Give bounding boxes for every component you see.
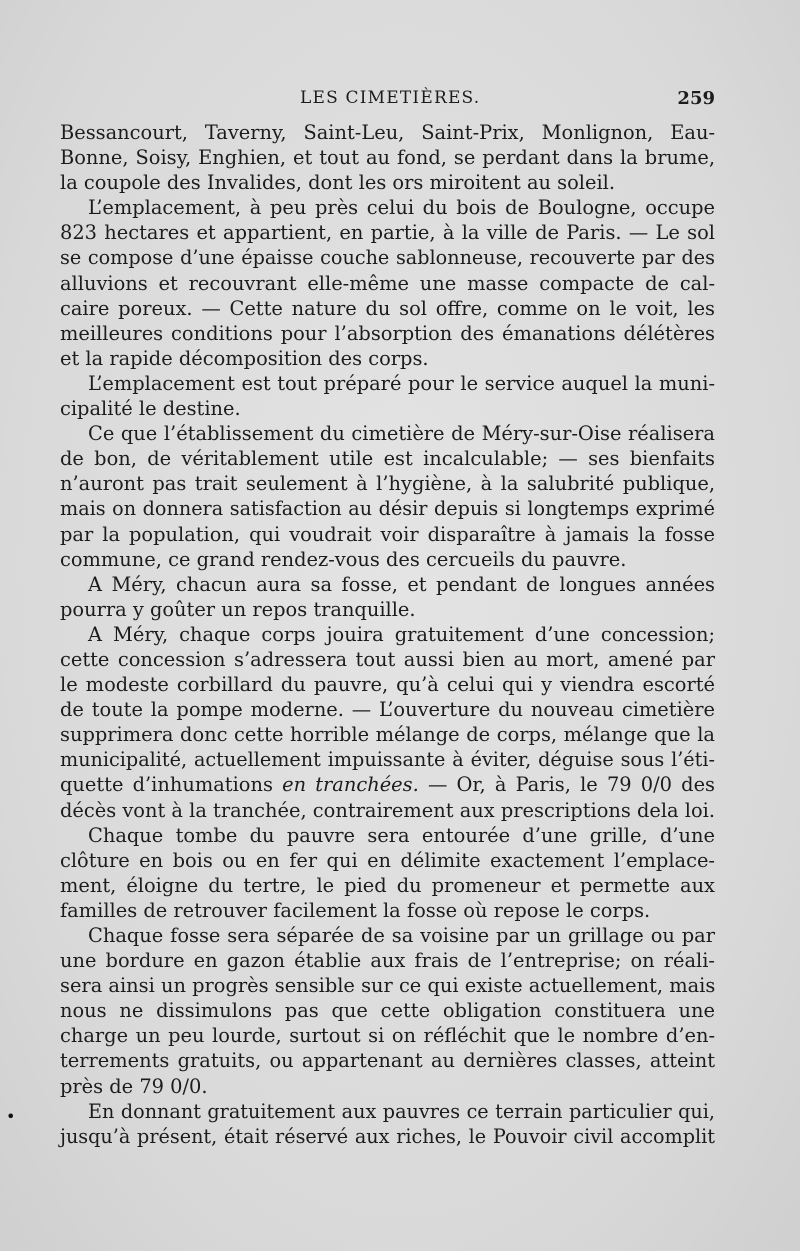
text-line: Bessancourt, Taverny, Saint-Leu, Saint-Prix, Monlignon, Eau- [60, 121, 715, 144]
text-line: se compose d’une épaisse couche sablonneuse, recouverte par des [60, 246, 715, 270]
text-line: nous ne dissimulons pas que cette obligation constituera une [60, 999, 715, 1023]
text-line: Bonne, Soisy, Enghien, et tout au fond, se perdant dans la brume, [60, 146, 715, 170]
text-line: A Méry, chacun aura sa fosse, et pendant de longues années [88, 572, 715, 596]
text-line: décès vont à la tranchée, contrairement aux prescriptions dela loi. [60, 798, 716, 822]
text-line: le modeste corbillard du pauvre, qu’à celui qui y viendra escorté [60, 673, 715, 697]
text-line: Chaque fosse sera séparée de sa voisine par un grillage ou par [88, 924, 715, 947]
text-line: En donnant gratuitement aux pauvres ce terrain particulier qui, [88, 1099, 715, 1123]
text-line: supprimera donc cette horrible mélange de corps, mélange que la [60, 723, 715, 747]
text-line: charge un peu lourde, surtout si on réfléchit que le nombre d’en- [60, 1024, 715, 1048]
text-line: n’auront pas trait seulement à l’hygiène, à la salubrité publique, [60, 472, 715, 496]
text-line: 823 hectares et appartient, en partie, à la ville de Paris. — Le sol [60, 221, 715, 245]
text-line: cipalité le destine. [60, 397, 241, 421]
text-line: commune, ce grand rendez-vous des cercueils du pauvre. [60, 547, 627, 571]
text-line: L’emplacement, à peu près celui du bois de Boulogne, occupe [88, 196, 715, 220]
text-line: pourra y goûter un repos tranquille. [60, 597, 416, 621]
text-line: familles de retrouver facilement la fosse où repose le corps. [60, 898, 651, 922]
text-line: caire poreux. — Cette nature du sol offre, comme on le voit, les [60, 296, 715, 320]
page-number: 259 [677, 88, 715, 109]
text-line: alluvions et recouvrant elle-même une masse compacte de cal- [60, 271, 715, 295]
running-head [60, 88, 715, 114]
text-line: meilleures conditions pour l’absorption des émanations délétères [60, 321, 715, 345]
text-line: ment, éloigne du tertre, le pied du promeneur et permette aux [60, 873, 715, 897]
text-line: la coupole des Invalides, dont les ors miroitent au soleil. [60, 171, 616, 195]
text-line: L’emplacement est tout préparé pour le service auquel la muni- [88, 371, 715, 395]
text-line: terrements gratuits, ou appartenant au dernières classes, atteint [60, 1049, 715, 1073]
text-line: par la population, qui voudrait voir disparaître à jamais la fosse [60, 522, 715, 546]
running-title: LES CIMETIÈRES. [300, 88, 481, 108]
body-text [60, 120, 715, 1149]
text-line: municipalité, actuellement impuissante à éviter, déguise sous l’éti- [60, 748, 715, 772]
text-line: sera ainsi un progrès sensible sur ce qui existe actuellement, mais [60, 974, 716, 998]
text-line: clôture en bois ou en fer qui en délimite exactement l’emplace- [60, 848, 715, 872]
margin-dot: • [6, 1107, 16, 1126]
text-line: près de 79 0/0. [60, 1074, 208, 1098]
text-line: une bordure en gazon établie aux frais de l’entreprise; on réali- [60, 949, 715, 973]
text-line: cette concession s’adressera tout aussi bien au mort, amené par [60, 647, 715, 671]
italic-term: en tranchées. [282, 773, 419, 797]
text-line: de bon, de véritablement utile est incalculable; — ses bienfaits [60, 447, 715, 471]
text-line: mais on donnera satisfaction au désir depuis si longtemps exprimé [60, 497, 715, 521]
text-line: de toute la pompe moderne. — L’ouverture du nouveau cimetière [60, 698, 715, 722]
text-line: quette d’inhumations en tranchées. — Or, à Paris, le 79 0/0 des [60, 773, 716, 797]
text-line: Chaque tombe du pauvre sera entourée d’une grille, d’une [88, 823, 715, 847]
text-line: A Méry, chaque corps jouira gratuitement d’une concession; [88, 622, 715, 646]
text-line: et la rapide décomposition des corps. [60, 346, 429, 370]
text-line: jusqu’à présent, était réservé aux riches, le Pouvoir civil accomplit [60, 1124, 715, 1148]
text-line: Ce que l’établissement du cimetière de Méry-sur-Oise réalisera [88, 422, 715, 446]
